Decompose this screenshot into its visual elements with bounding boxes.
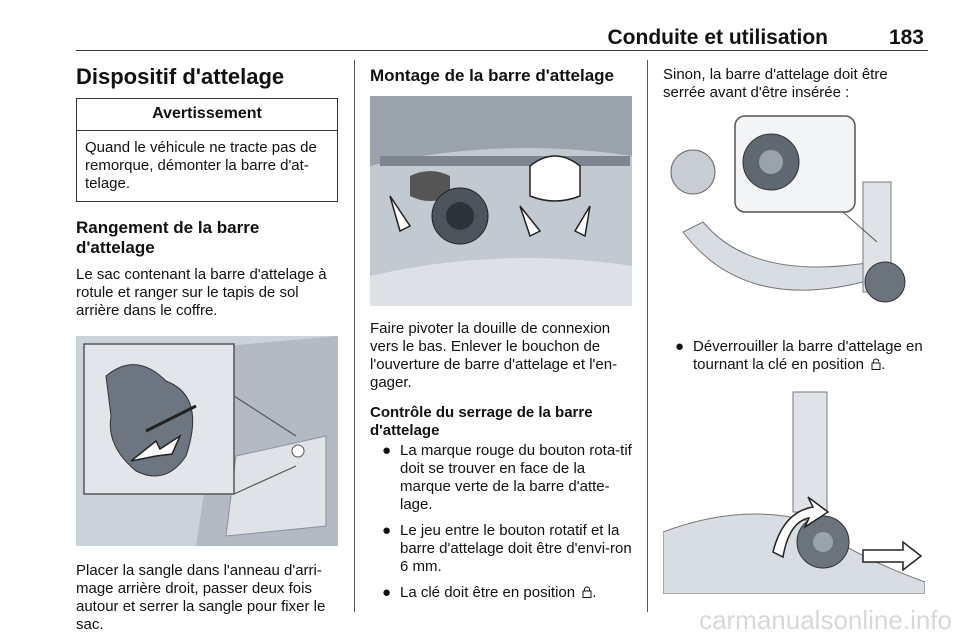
list-item: ● Le jeu entre le bouton rotatif et la barre d'attelage doit être d'envi-ron 6 mm. (382, 522, 632, 575)
list-item: ● Déverrouiller la barre d'attelage en tournant la clé en position . (675, 338, 923, 373)
unlock-list (663, 338, 925, 374)
main-heading: Dispositif d'attelage (76, 64, 285, 89)
subheading-mounting: Montage de la barre d'attelage (370, 66, 614, 85)
watermark: carmanualsonline.info (699, 605, 952, 635)
subheading-storage: Rangement de la barre d'attelage (76, 218, 260, 257)
warning-box (76, 98, 338, 202)
padlock-open-icon (871, 358, 881, 370)
column-1 (76, 60, 338, 634)
list-item: ● La marque rouge du bouton rota-tif doit se trouver en face de la marque verte de la barre d'atte-lage. (382, 442, 632, 513)
check-list (370, 442, 632, 602)
padlock-closed-icon (582, 586, 592, 598)
page-number: 183 (888, 26, 924, 49)
column-2 (370, 60, 632, 610)
column-divider (647, 60, 648, 612)
warning-text: Quand le véhicule ne tracte pas de remorque, démonter la barre d'at-telage. (85, 139, 317, 192)
page-header (76, 22, 928, 51)
hitch-socket-illustration (370, 96, 632, 306)
column-3 (663, 60, 925, 594)
paragraph-storage: Le sac contenant la barre d'attelage à rotule et ranger sur le tapis de sol arrière dans le coffre. (76, 266, 327, 319)
paragraph-strap: Placer la sangle dans l'anneau d'arri-mage arrière droit, passer deux fois autour et serrer la sangle pour fixer le sac. (76, 562, 326, 633)
towbar-key-illustration (663, 112, 925, 324)
trunk-bag-illustration (76, 336, 338, 546)
towbar-unlock-illustration (663, 382, 925, 594)
warning-title: Avertissement (77, 99, 337, 131)
list-item: ● La clé doit être en position . (382, 584, 597, 601)
column-divider (354, 60, 355, 612)
subheading-check: Contrôle du serrage de la barre d'attelage (370, 404, 593, 439)
paragraph-mounting: Faire pivoter la douille de connexion vers le bas. Enlever le bouchon de l'ouverture de barre d'attelage et l'en-gager. (370, 320, 618, 391)
paragraph-tighten: Sinon, la barre d'attelage doit être serrée avant d'être insérée : (663, 66, 888, 101)
section-title: Conduite et utilisation (607, 26, 828, 49)
